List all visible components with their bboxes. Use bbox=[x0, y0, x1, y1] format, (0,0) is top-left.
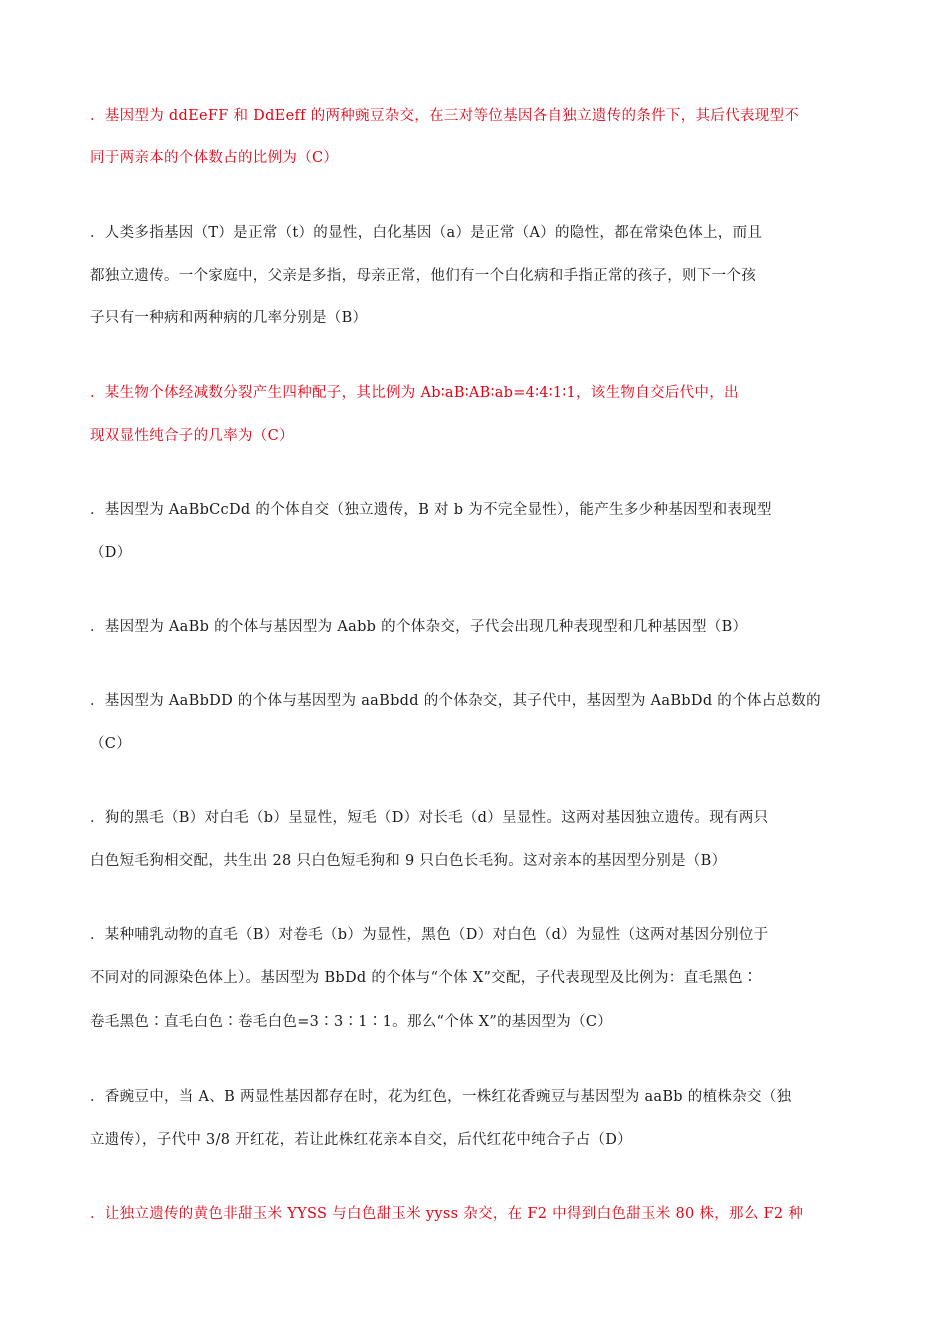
question-6-line-1: ．基因型为 AaBbDD 的个体与基因型为 aaBbdd 的个体杂交，其子代中，基因型为 AaBbDd 的个体占总数的 bbox=[90, 693, 821, 709]
question-7-line-1: ．狗的黑毛（B）对白毛（b）呈显性，短毛（D）对长毛（d）呈显性。这两对基因独立遗传。现有两只 bbox=[90, 810, 769, 826]
question-3-line-1: ．某生物个体经减数分裂产生四种配子，其比例为 Ab∶aB∶AB∶ab=4∶4∶1∶1，该生物自交后代中，出 bbox=[90, 385, 739, 401]
question-9-line-2: 立遗传），子代中 3/8 开红花，若让此株红花亲本自交，后代红花中纯合子占（D） bbox=[90, 1132, 632, 1148]
question-2-line-1: ．人类多指基因（T）是正常（t）的显性，白化基因（a）是正常（A）的隐性，都在常染色体上，而且 bbox=[90, 225, 763, 241]
question-4-line-1: ．基因型为 AaBbCcDd 的个体自交（独立遗传，B 对 b 为不完全显性），能产生多少种基因型和表现型 bbox=[90, 502, 772, 518]
question-1-line-1: ．基因型为 ddEeFF 和 DdEeff 的两种豌豆杂交，在三对等位基因各自独立遗传的条件下，其后代表现型不 bbox=[90, 108, 800, 124]
question-10-line-1: ．让独立遗传的黄色非甜玉米 YYSS 与白色甜玉米 yyss 杂交，在 F2 中得到白色甜玉米 80 株，那么 F2 种 bbox=[90, 1206, 804, 1222]
question-8-line-3: 卷毛黑色∶直毛白色∶卷毛白色=3∶3∶1∶1。那么“个体 X”的基因型为（C） bbox=[90, 1014, 613, 1030]
question-8-line-1: ．某种哺乳动物的直毛（B）对卷毛（b）为显性，黑色（D）对白色（d）为显性（这两对基因分别位于 bbox=[90, 927, 769, 943]
question-1-line-2: 同于两亲本的个体数占的比例为（C） bbox=[90, 150, 339, 166]
question-2-line-3: 子只有一种病和两种病的几率分别是（B） bbox=[90, 310, 368, 326]
question-7-line-2: 白色短毛狗相交配，共生出 28 只白色短毛狗和 9 只白色长毛狗。这对亲本的基因型分别是（B） bbox=[90, 853, 727, 869]
question-3-line-2: 现双显性纯合子的几率为（C） bbox=[90, 428, 294, 444]
question-5-line-1: ．基因型为 AaBb 的个体与基因型为 Aabb 的个体杂交，子代会出现几种表现型和几种基因型（B） bbox=[90, 619, 748, 635]
question-8-line-2: 不同对的同源染色体上）。基因型为 BbDd 的个体与“个体 X”交配，子代表现型及比例为：直毛黑色∶ bbox=[90, 970, 758, 986]
question-2-line-2: 都独立遗传。一个家庭中，父亲是多指，母亲正常，他们有一个白化病和手指正常的孩子，则下一个孩 bbox=[90, 268, 756, 284]
question-4-line-2: （D） bbox=[90, 545, 132, 561]
question-9-line-1: ．香豌豆中，当 A、B 两显性基因都存在时，花为红色，一株红花香豌豆与基因型为 aaBb 的植株杂交（独 bbox=[90, 1089, 792, 1105]
question-6-line-2: （C） bbox=[90, 736, 131, 752]
